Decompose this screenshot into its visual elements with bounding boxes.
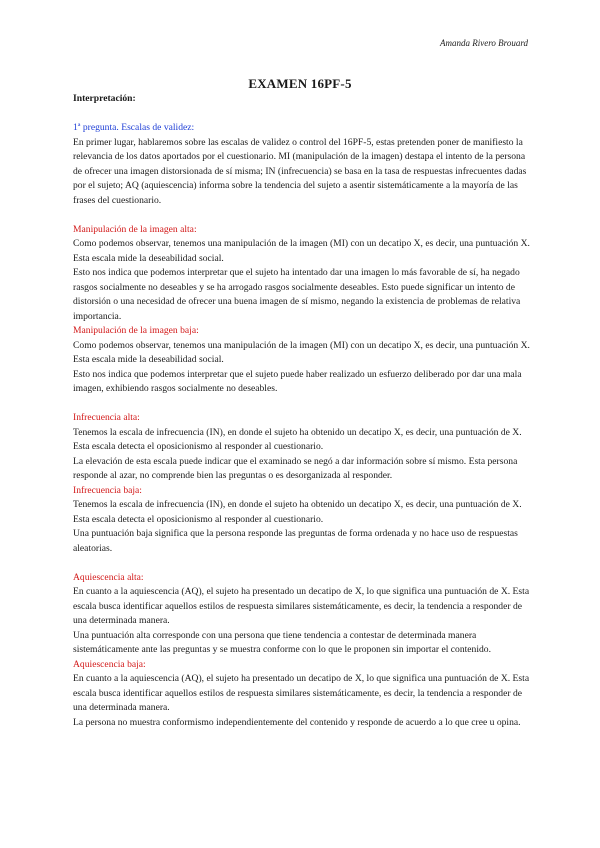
mi-baja-paragraph-2: Esto nos indica que podemos interpretar que el sujeto puede haber realizado un esfuerzo deliberado por dar una mala imagen, exhibiendo rasgos socialmente no deseables.	[73, 368, 522, 394]
aq-baja-heading: Aquiescencia baja:	[73, 658, 146, 670]
in-alta-paragraph-2: La elevación de esta escala puede indicar que el examinado se negó a dar información sobre sí mismo. Esta persona responde al azar, no comprende bien las preguntas o es desorganizada al responder.	[73, 455, 518, 481]
intro-paragraph: En primer lugar, hablaremos sobre las escalas de validez o control del 16PF-5, estas pretenden poner de manifiesto la relevancia de los datos aportados por el cuestionario. MI (manipulación de la imagen) destapa el intento de la persona de ofrecer una imagen distorsionada de sí misma; IN (infrecuencia) se basa en la tasa de respuestas infrecuentes dadas por el sujeto; AQ (aquiescencia) informa sobre la tendencia del sujeto a asentir sistemáticamente a la mayoría de las frases del cuestionario.	[73, 136, 527, 206]
page-title: EXAMEN 16PF-5	[248, 76, 352, 91]
in-alta-heading: Infrecuencia alta:	[73, 412, 140, 423]
in-baja-heading: Infrecuencia baja:	[73, 484, 142, 496]
question-heading: 1ª pregunta. Escalas de validez:	[73, 122, 195, 133]
mi-alta-paragraph-1: Como podemos observar, tenemos una manipulación de la imagen (MI) con un decatipo X, es decir, una puntuación X. Esta escala mide la deseabilidad social.	[73, 238, 530, 264]
aq-alta-paragraph-2: Una puntuación alta corresponde con una persona que tiene tendencia a contestar de determinada manera sistemáticamente ante las preguntas y se muestra conforme con lo que le proponen sin importar el contenido.	[73, 629, 491, 655]
in-baja-paragraph-2: Una puntuación baja significa que la persona responde las preguntas de forma ordenada y no hace uso de respuestas aleatorias.	[73, 528, 518, 554]
mi-alta-paragraph-2: Esto nos indica que podemos interpretar que el sujeto ha intentado dar una imagen lo más favorable de sí, ha negado rasgos socialmente no deseables y se ha arrogado rasgos socialmente deseables. Esto puede significar un intento de distorsión o una necesidad de ofrecer una buena imagen de sí mismo, negando la existencia de problemas de relativa importancia.	[73, 267, 521, 322]
section-subtitle: Interpretación:	[73, 93, 136, 104]
aq-baja-paragraph-2: La persona no muestra conformismo independientemente del contenido y responde de acuerdo a lo que cree u opina.	[73, 716, 521, 728]
in-alta-paragraph-1: Tenemos la escala de infrecuencia (IN), en donde el sujeto ha obtenido un decatipo X, es decir, una puntuación de X. Esta escala detecta el oposicionismo al responder al cuestionario.	[73, 426, 522, 452]
aq-alta-heading: Aquiescencia alta:	[73, 571, 144, 583]
aq-baja-paragraph-1: En cuanto a la aquiescencia (AQ), el sujeto ha presentado un decatipo de X, lo que significa una puntuación de X. Esta escala busca identificar aquellos estilos de respuesta similares sistemáticamente, es decir, la tendencia a responder de una determinada manera.	[73, 673, 530, 713]
document-body	[73, 92, 535, 730]
aq-alta-paragraph-1: En cuanto a la aquiescencia (AQ), el sujeto ha presentado un decatipo de X, lo que significa una puntuación de X. Esta escala busca identificar aquellos estilos de respuesta similares sistemáticamente, es decir, la tendencia a responder de una determinada manera.	[73, 586, 530, 626]
in-baja-paragraph-1: Tenemos la escala de infrecuencia (IN), en donde el sujeto ha obtenido un decatipo X, es decir, una puntuación de X. Esta escala detecta el oposicionismo al responder al cuestionario.	[73, 499, 522, 525]
mi-alta-heading: Manipulación de la imagen alta:	[73, 223, 197, 235]
author-name: Amanda Rivero Brouard	[440, 38, 528, 48]
mi-baja-paragraph-1: Como podemos observar, tenemos una manipulación de la imagen (MI) con un decatipo X, es decir, una puntuación X. Esta escala mide la deseabilidad social.	[73, 339, 530, 365]
mi-baja-heading: Manipulación de la imagen baja:	[73, 325, 199, 336]
